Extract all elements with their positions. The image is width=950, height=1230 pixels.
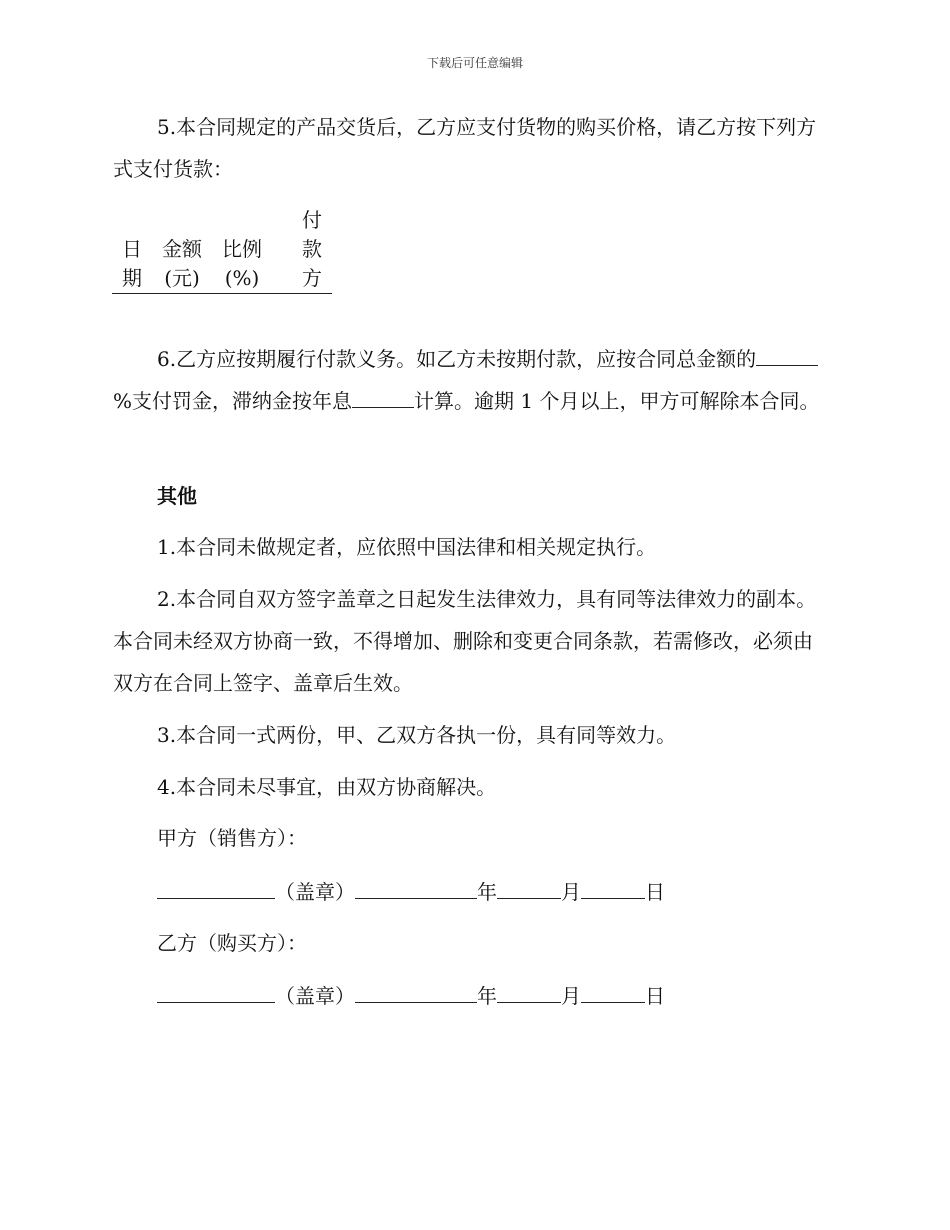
other-clause-2: 2.本合同自双方签字盖章之日起发生法律效力，具有同等法律效力的副本。本合同未经双方协商一致，不得增加、删除和变更合同条款，若需修改，必须由双方在合同上签字、盖章后生效。 (113, 587, 817, 695)
payment-table (112, 206, 332, 294)
party-a-label: 甲方（销售方）： (157, 826, 307, 850)
other-clause-4: 4.本合同未尽事宜，由双方协商解决。 (157, 775, 497, 799)
col-payer: 付 款 方 (272, 206, 332, 294)
clause-6: 6.乙方应按期履行付款义务。如乙方未按期付款，应按合同总金额的%支付罚金，滞纳金按年息 计算。逾期 1 个月以上，甲方可解除本合同。 (113, 338, 825, 422)
party-a-signature-line: （盖章） 年 月 日 (157, 876, 665, 907)
page-header: 下载后可任意编辑 (426, 56, 523, 70)
section-title-other: 其他 (157, 484, 197, 508)
penalty-rate-blank[interactable] (756, 343, 818, 366)
party-b-year-blank[interactable] (355, 980, 477, 1003)
other-clause-1: 1.本合同未做规定者，应依照中国法律和相关规定执行。 (157, 535, 657, 559)
party-b-day-blank[interactable] (581, 980, 645, 1003)
party-a-month-blank[interactable] (497, 876, 561, 899)
interest-rate-blank[interactable] (352, 385, 414, 408)
clause-5: 5.本合同规定的产品交货后，乙方应支付货物的购买价格，请乙方按下列方式支付货款： (113, 115, 817, 181)
col-date: 日 期 (112, 206, 152, 294)
col-amount: 金额 (元) (152, 206, 212, 294)
party-a-year-blank[interactable] (355, 876, 477, 899)
other-clause-3: 3.本合同一式两份，甲、乙双方各执一份，具有同等效力。 (157, 723, 677, 747)
party-b-signature-line: （盖章） 年 月 日 (157, 980, 665, 1011)
party-a-signature-blank[interactable] (157, 876, 275, 899)
party-b-month-blank[interactable] (497, 980, 561, 1003)
party-b-signature-blank[interactable] (157, 980, 275, 1003)
party-b-label: 乙方（购买方）： (157, 931, 307, 955)
col-ratio: 比例 (%) (212, 206, 272, 294)
payment-table-header-row (112, 206, 332, 294)
party-a-day-blank[interactable] (581, 876, 645, 899)
